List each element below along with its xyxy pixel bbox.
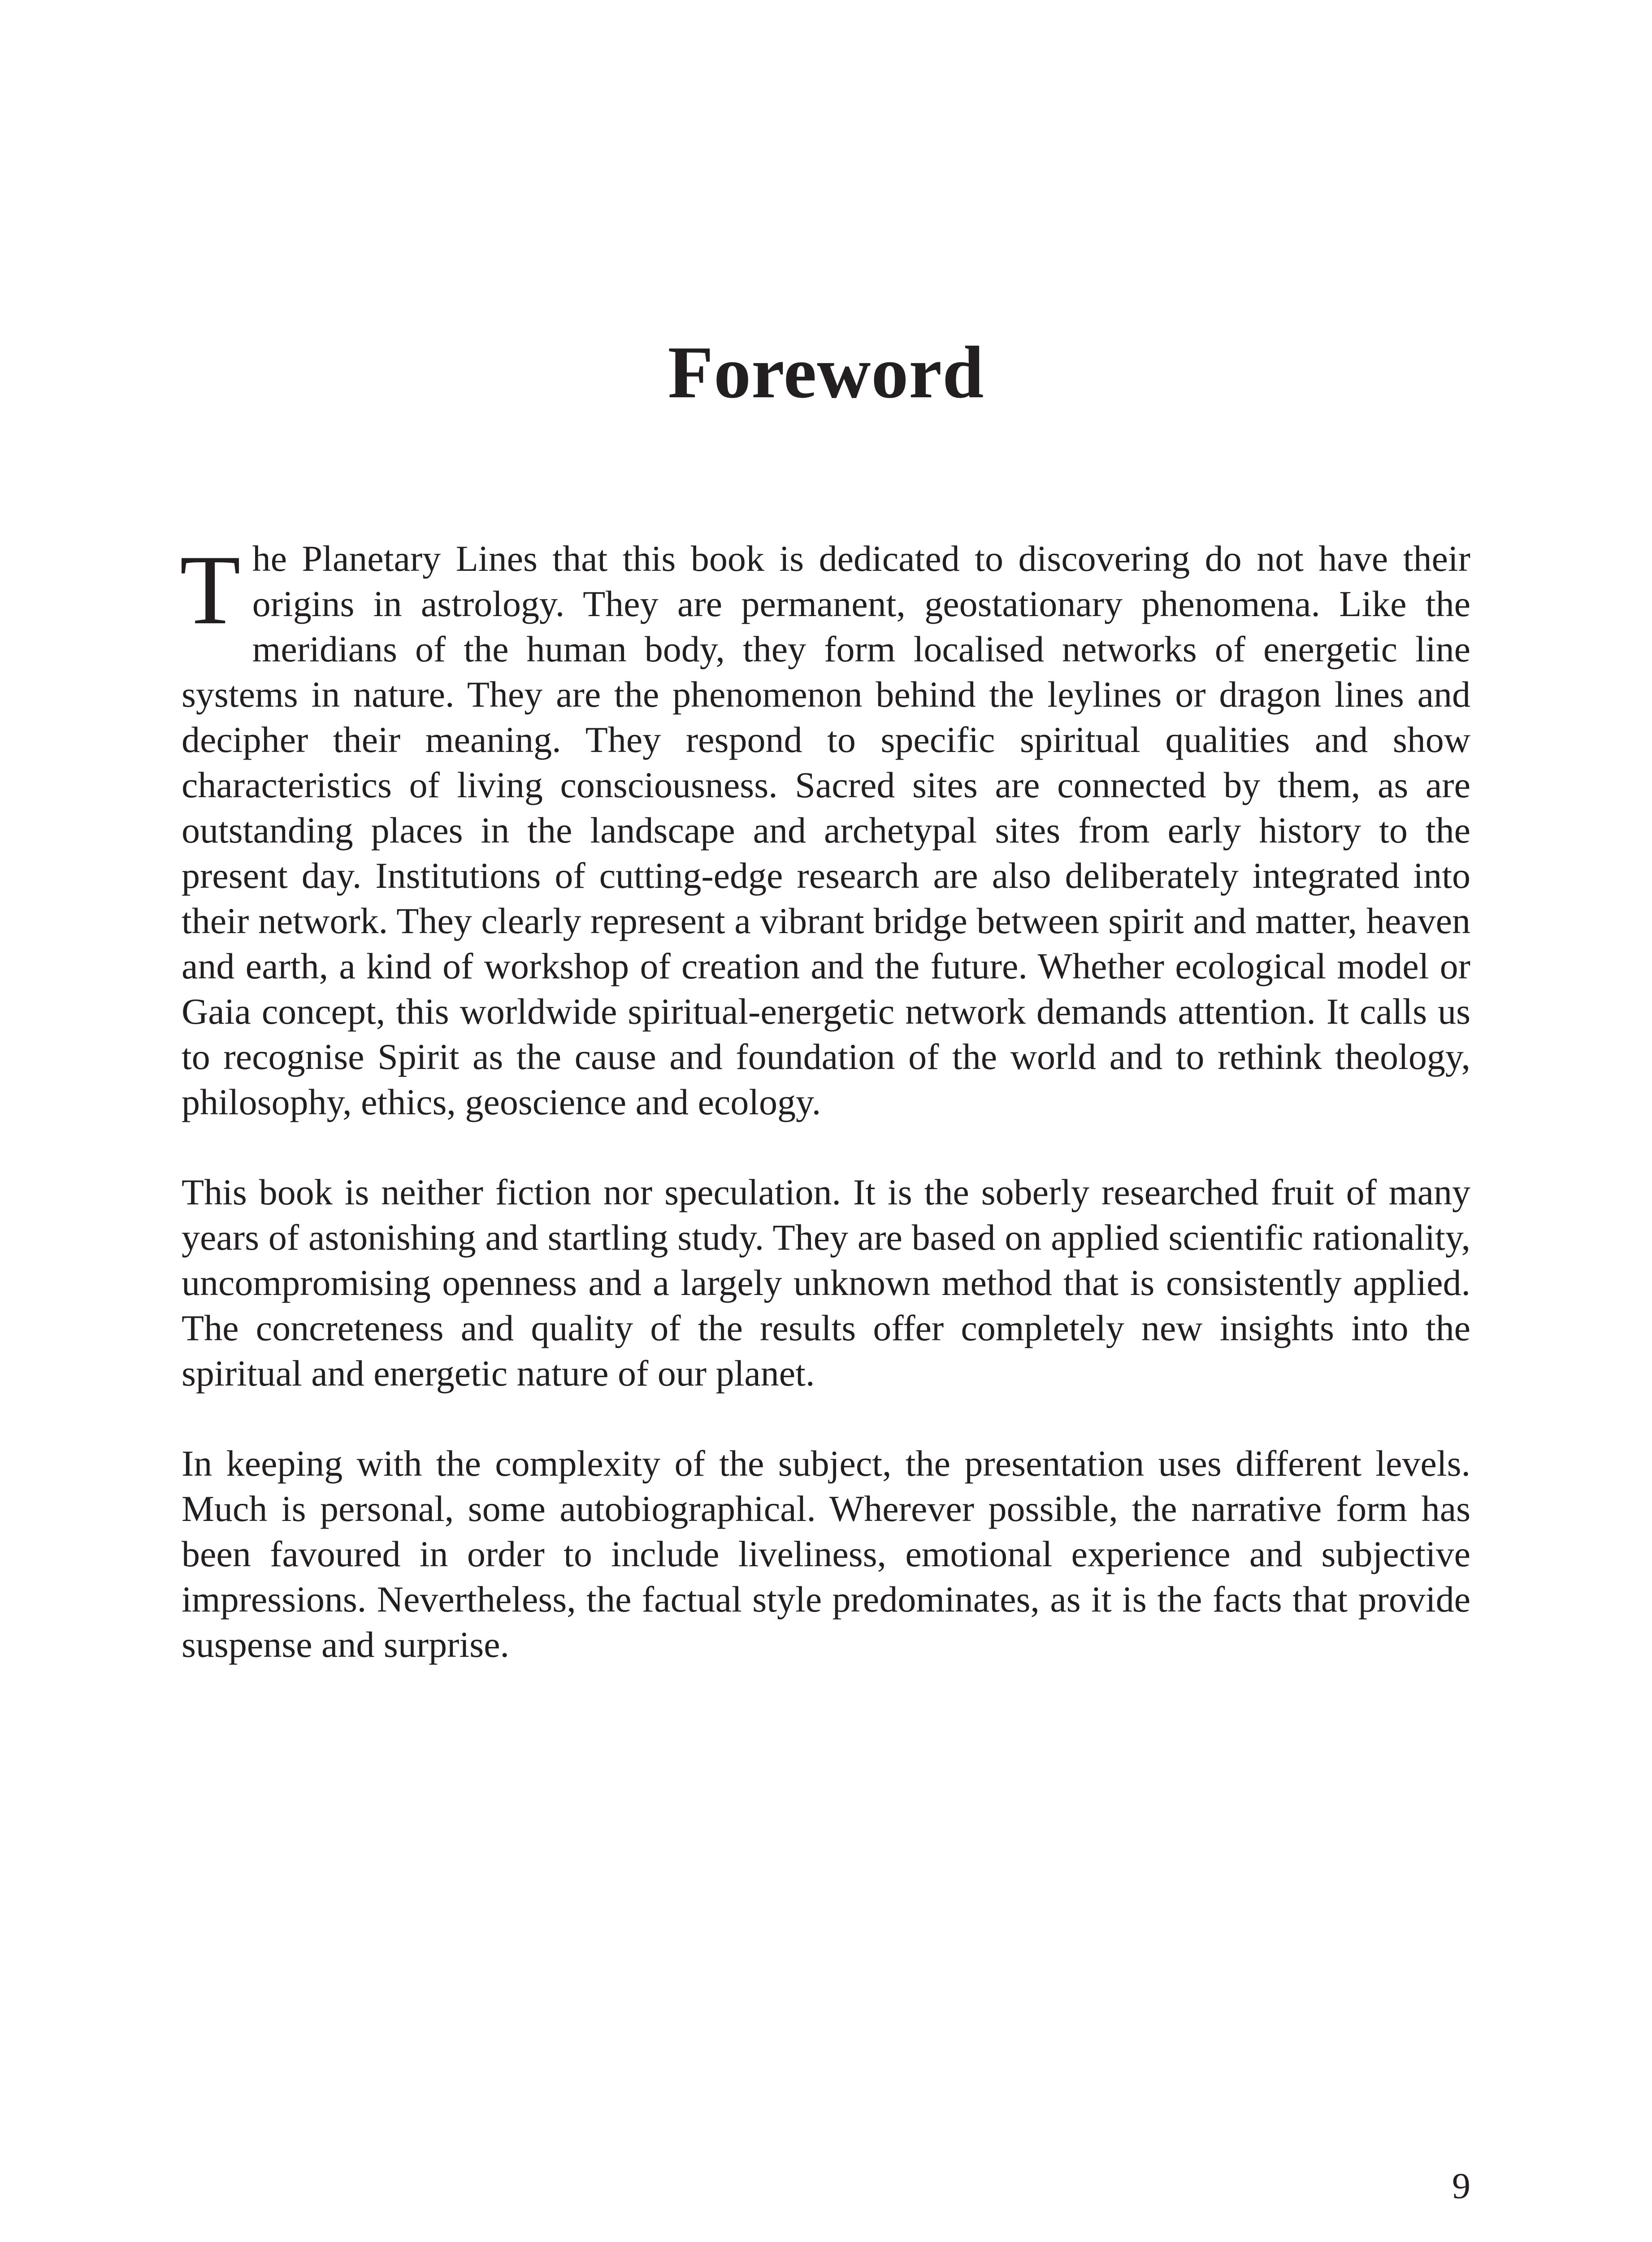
paragraph-1-text: he Planetary Lines that this book is dedicated to discovering do not have their origins in astrology. They are permanent, geostationary phenomena. Like the meridians of the human body, they form localised networks of energetic line systems in nature. They are the phenomenon behind the leylines or dragon lines and decipher their meaning. They respond to specific spiritual qualities and show characteristics of living consciousness. Sacred sites are connected by them, as are outstanding places in the landscape and archetypal sites from early history to the present day. Institutions of cutting-edge research are also deliberately integrated into their network. They clearly represent a vibrant bridge between spirit and matter, heaven and earth, a kind of workshop of creation and the future. Whether ecological model or Gaia concept, this worldwide spiritual-energetic network demands attention. It calls us to recognise Spirit as the cause and foundation of the world and to rethink theology, philosophy, ethics, geoscience and ecology. bbox=[182, 538, 1470, 1122]
paragraph-2: This book is neither fiction nor speculation. It is the soberly researched fruit of many years of astonishing and startling study. They are based on applied scientific rationality, uncompromising openness and a largely unknown method that is consistently applied. The concreteness and quality of the results offer completely new insights into the spiritual and energetic nature of our planet. bbox=[182, 1172, 1470, 1394]
paragraph-3: In keeping with the complexity of the subject, the presentation uses different levels. Much is personal, some autobiographical. Wherever possible, the narrative form has been favoured in order to include liveliness, emotional experience and subjective impressions. Nevertheless, the factual style predominates, as it is the facts that provide suspense and surprise. bbox=[182, 1443, 1470, 1665]
drop-cap: T bbox=[180, 535, 241, 645]
page-number: 9 bbox=[1452, 2165, 1470, 2206]
body-text bbox=[182, 536, 1470, 1667]
page-title: Foreword bbox=[668, 331, 984, 413]
paragraph-1 bbox=[182, 536, 1470, 1125]
